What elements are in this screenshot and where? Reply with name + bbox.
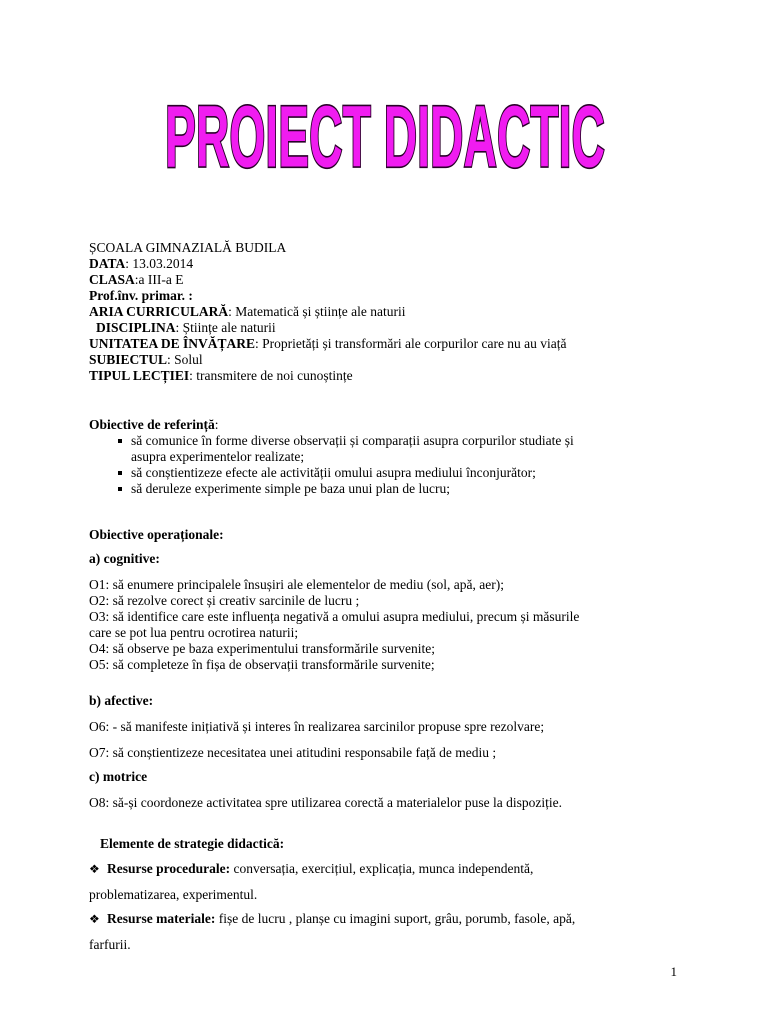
cognitive-heading: a) cognitive: [89,551,160,566]
material-resources-value: fișe de lucru , planșe cu imagini suport, grâu, porumb, fasole, apă, [215,911,576,926]
procedural-resources-cont: problematizarea, experimentul. [89,887,258,902]
material-resources-label: Resurse materiale: [107,911,216,926]
heading-colon: : [214,417,219,432]
reference-objectives-heading-line [89,417,574,433]
class-value: :a III-a E [134,272,184,287]
procedural-resources-value: conversația, exercițiul, explicația, munca independentă, [230,861,534,876]
document-title: PROIECT DIDACTIC [165,87,605,186]
diamond-bullet-icon: ❖ [89,912,100,926]
curricular-area-label: ARIA CURRICULARĂ [89,304,229,319]
motor-heading: c) motrice [89,769,148,784]
date-label: DATA [89,256,126,271]
objective-o1: O1: să enumere principalele însușiri ale elementelor de mediu (sol, apă, aer); [89,577,504,592]
procedural-resources-label: Resurse procedurale: [107,861,231,876]
procedural-resources-line [89,861,533,877]
list-item [89,481,574,497]
cognitive-objectives [89,577,579,673]
square-bullet-icon [118,487,122,491]
material-resources-line [89,911,575,927]
title-wordart [150,70,620,186]
subject-value: : Solul [167,352,203,367]
curricular-area-line [89,304,567,320]
objective-o6: O6: - să manifeste inițiativă și interes în realizarea sarcinilor propuse spre rezolvare; [89,719,545,734]
date-line [89,256,567,272]
material-resources-cont: farfurii. [89,937,131,952]
date-value: : 13.03.2014 [125,256,194,271]
list-item-text-cont: asupra experimentelor realizate; [131,449,305,464]
list-item-text: să deruleze experimente simple pe baza unui plan de lucru; [131,481,450,496]
reference-objectives-heading: Obiective de referință [89,417,215,432]
objective-o3: O3: să identifice care este influența negativă a omului asupra mediului, precum și măsurile [89,609,580,624]
list-item-text: să conștientizeze efecte ale activității omului asupra mediului înconjurător; [131,465,536,480]
class-label: CLASA [89,272,135,287]
lesson-type-label: TIPUL LECȚIEI [89,368,190,383]
square-bullet-icon [118,471,122,475]
objective-o2: O2: să rezolve corect și creativ sarcinile de lucru ; [89,593,360,608]
lesson-type-value: : transmitere de noi cunoștințe [189,368,353,383]
objective-o7: O7: să conștientizeze necesitatea unei atitudini responsabile față de mediu ; [89,745,497,760]
objective-o4: O4: să observe pe baza experimentului transformările survenite; [89,641,435,656]
page-number: 1 [670,964,677,979]
discipline-line [89,320,567,336]
affective-heading: b) afective: [89,693,154,708]
list-item [89,465,574,481]
list-item-text: să comunice în forme diverse observații și comparații asupra corpurilor studiate și [131,433,574,448]
learning-unit-label: UNITATEA DE ÎNVĂȚARE [89,336,256,351]
reference-objectives [89,417,574,497]
header-info [89,240,567,384]
objective-o3-cont: care se pot lua pentru ocrotirea naturii; [89,625,299,640]
reference-objectives-list [89,433,574,497]
lesson-type-line [89,368,567,384]
objective-o8: O8: să-și coordoneze activitatea spre utilizarea corectă a materialelor puse la dispoziție. [89,795,563,810]
learning-unit-line [89,336,567,352]
diamond-bullet-icon: ❖ [89,862,100,876]
square-bullet-icon [118,439,122,443]
curricular-area-value: : Matematică și științe ale naturii [228,304,406,319]
list-item [89,433,574,465]
operational-objectives-heading: Obiective operaționale: [89,527,224,542]
discipline-label: DISCIPLINA [96,320,176,335]
subject-line [89,352,567,368]
teacher-label: Prof.înv. primar. : [89,288,193,303]
school-name: ȘCOALA GIMNAZIALĂ BUDILA [89,240,287,255]
objective-o5: O5: să completeze în fișa de observații transformările survenite; [89,657,435,672]
strategy-heading: Elemente de strategie didactică: [100,836,285,851]
discipline-value: : Științe ale naturii [175,320,276,335]
subject-label: SUBIECTUL [89,352,168,367]
learning-unit-value: : Proprietăți și transformări ale corpurilor care nu au viață [255,336,567,351]
class-line [89,272,567,288]
